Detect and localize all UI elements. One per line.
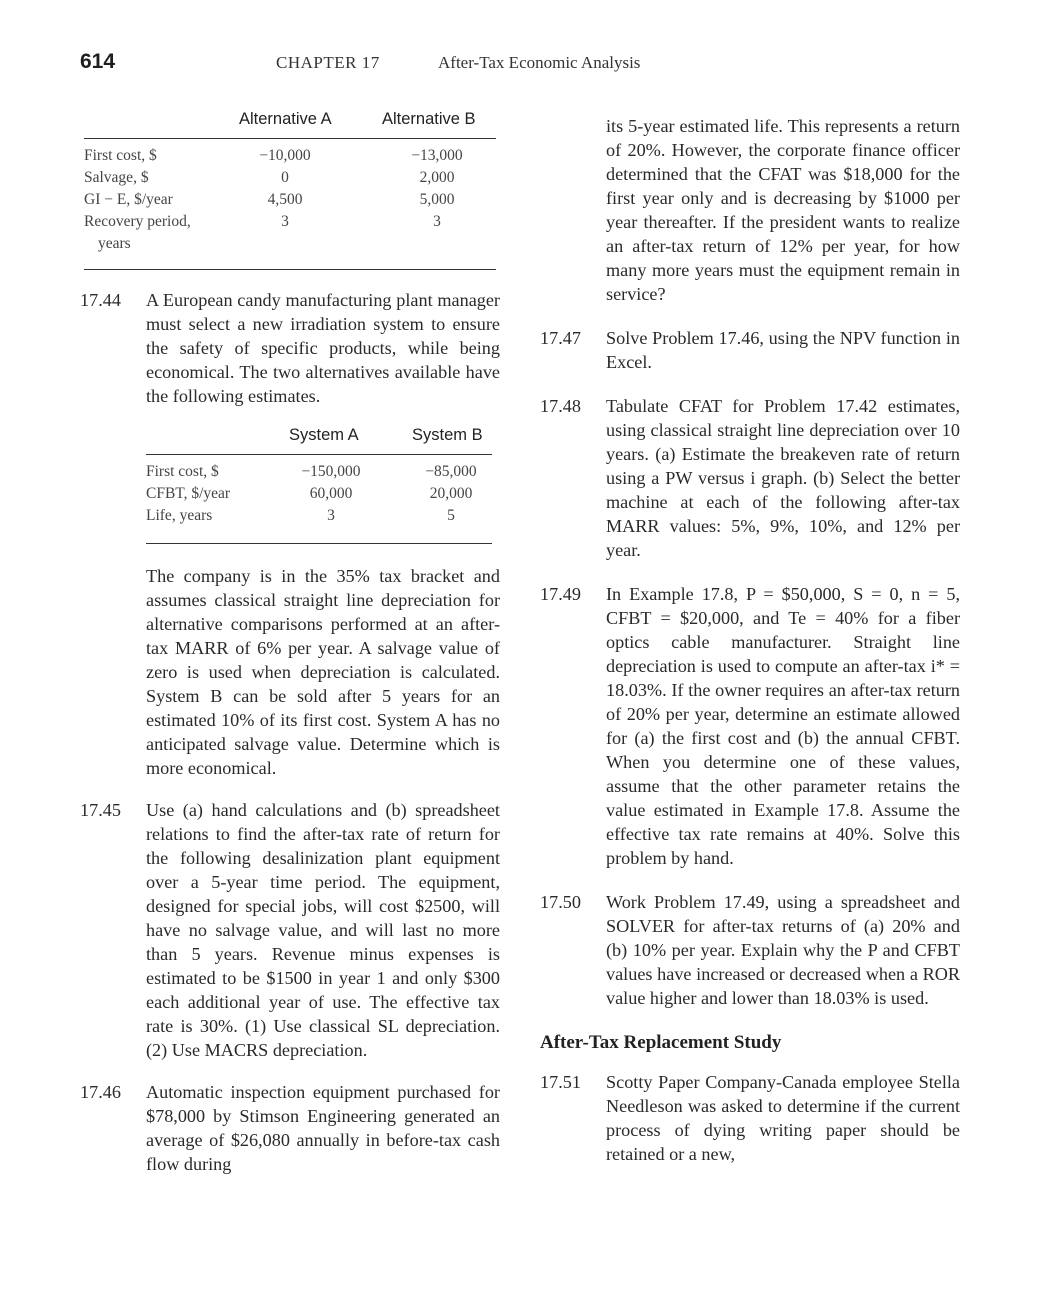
problem-text: Work Problem 17.49, using a spreadsheet and SOLVER for after-tax returns of (a) 20% and (b) 10% per year. Explain why the P and CFBT values have increased or decreased when a ROR value higher and lower than 18.03% is used.: [606, 892, 960, 1008]
problem-number: 17.50: [540, 892, 581, 912]
problem-text: Scotty Paper Company-Canada employee Stella Needleson was asked to determine if the current process of dying writing paper should be retained or a new,: [606, 1072, 960, 1164]
table-row: [84, 191, 496, 213]
cell-b: 3: [433, 213, 441, 230]
right-column: [540, 114, 960, 1166]
cell-b: 2,000: [419, 169, 455, 186]
problem-17-47: [540, 326, 960, 374]
problem-text: its 5-year estimated life. This represents a return of 20%. However, the corporate finance officer determined that the CFAT was $18,000 for the first year only and is decreasing by $1000 per year thereafter. If the president wants to realize an after-tax return of 12% per year, for how many more years must the equipment remain in service?: [606, 116, 960, 304]
problem-number: 17.47: [540, 328, 581, 348]
row-label: Recovery period,: [84, 213, 191, 230]
col-header-system-a: System A: [289, 426, 359, 444]
problem-text: Use (a) hand calculations and (b) spreadsheet relations to find the after-tax rate of return for the following desalinization plant equipment over a 5-year time period. The equipment, designed for special jobs, will cost $2500, will have no salvage value, and will last no more than 5 years. Revenue minus expenses is estimated to be $1500 in year 1 and only $300 each additional year of use. The effective tax rate is 30%. (1) Use classical SL depreciation. (2) Use MACRS depreciation.: [146, 800, 500, 1060]
systems-table: [146, 424, 492, 544]
page-number: 614: [80, 50, 116, 73]
problem-number: 17.44: [80, 290, 121, 310]
cell-a: 4,500: [267, 191, 303, 208]
cell-b: 20,000: [429, 485, 473, 502]
cell-b: 5: [447, 507, 455, 524]
problem-17-49: [540, 582, 960, 870]
problem-17-46: [80, 1080, 500, 1176]
cell-b: −13,000: [411, 147, 463, 164]
col-header-system-b: System B: [412, 426, 483, 444]
table-header-row: [84, 108, 496, 139]
cell-a: −150,000: [301, 463, 361, 480]
row-label: GI − E, $/year: [84, 191, 173, 208]
table-row: [146, 463, 492, 485]
cell-a: 60,000: [309, 485, 353, 502]
problem-number: 17.51: [540, 1072, 581, 1092]
problem-number: 17.46: [80, 1082, 121, 1102]
problem-text: A European candy manufacturing plant manager must select a new irradiation system to ensure the safety of specific products, while being economical. The two alternatives available have the following estimates.: [146, 290, 500, 406]
table-row: [146, 507, 492, 529]
cell-b: −85,000: [425, 463, 477, 480]
problem-number: 17.49: [540, 584, 581, 604]
cell-a: 3: [327, 507, 335, 524]
problem-number: 17.48: [540, 396, 581, 416]
chapter-label: CHAPTER 17: [276, 53, 380, 72]
problem-number: 17.45: [80, 800, 121, 820]
chapter-title: After-Tax Economic Analysis: [438, 53, 641, 72]
row-label: Life, years: [146, 507, 213, 524]
cell-a: 3: [281, 213, 289, 230]
row-label: CFBT, $/year: [146, 485, 231, 502]
row-label: First cost, $: [84, 147, 157, 164]
table-row: [146, 485, 492, 507]
cell-b: 5,000: [419, 191, 455, 208]
problem-text: In Example 17.8, P = $50,000, S = 0, n = 5, CFBT = $20,000, and Te = 40% for a fiber optics cable manufacturer. Straight line depreciation is used to compute an after-tax i* = 18.03%. If the owner requires an after-tax return of 20% per year, determine an estimate allowed for (a) the first cost and (b) the annual CFBT. When you determine one of these values, assume that the other parameter retains the value estimated in Example 17.8. Assume the effective tax rate remains at 40%. Solve this problem by hand.: [606, 584, 960, 868]
row-label: Salvage, $: [84, 169, 149, 186]
cell-a: −10,000: [259, 147, 311, 164]
table-row: [84, 169, 496, 191]
col-header-alternative-a: Alternative A: [239, 110, 332, 128]
left-column: [80, 108, 500, 1176]
problem-17-44: [80, 288, 500, 408]
problem-text: Automatic inspection equipment purchased for $78,000 by Stimson Engineering generated an average of $26,080 annually in before-tax cash flow during: [146, 1082, 500, 1174]
table-row: [84, 213, 496, 235]
problem-text: Tabulate CFAT for Problem 17.42 estimates, using classical straight line depreciation over 10 years. (a) Estimate the breakeven rate of return using a PW versus i graph. (b) Select the better machine at each of the following after-tax MARR values: 5%, 9%, 10%, and 12% per year.: [606, 396, 960, 560]
alternatives-table: [84, 108, 496, 270]
problem-17-46-continuation: [540, 114, 960, 306]
table-row: [84, 235, 496, 257]
problem-17-51: [540, 1070, 960, 1166]
problem-17-44-continuation: The company is in the 35% tax bracket and assumes classical straight line depreciation for alternative comparisons performed at an after-tax MARR of 6% per year. A salvage value of zero is used when depreciation is calculated. System B can be sold after 5 years for an estimated 10% of its first cost. System A has no anticipated salvage value. Determine which is more economical.: [146, 566, 500, 778]
section-heading: After-Tax Replacement Study: [540, 1032, 782, 1053]
col-header-alternative-b: Alternative B: [382, 110, 476, 128]
problem-17-50: [540, 890, 960, 1010]
table-header-row: [146, 424, 492, 455]
problem-17-45: [80, 798, 500, 1062]
problem-text: Solve Problem 17.46, using the NPV function in Excel.: [606, 328, 960, 372]
problem-17-48: [540, 394, 960, 562]
row-label: years: [98, 235, 131, 252]
page-header: [80, 50, 980, 80]
table-row: [84, 147, 496, 169]
cell-a: 0: [281, 169, 289, 186]
row-label: First cost, $: [146, 463, 219, 480]
